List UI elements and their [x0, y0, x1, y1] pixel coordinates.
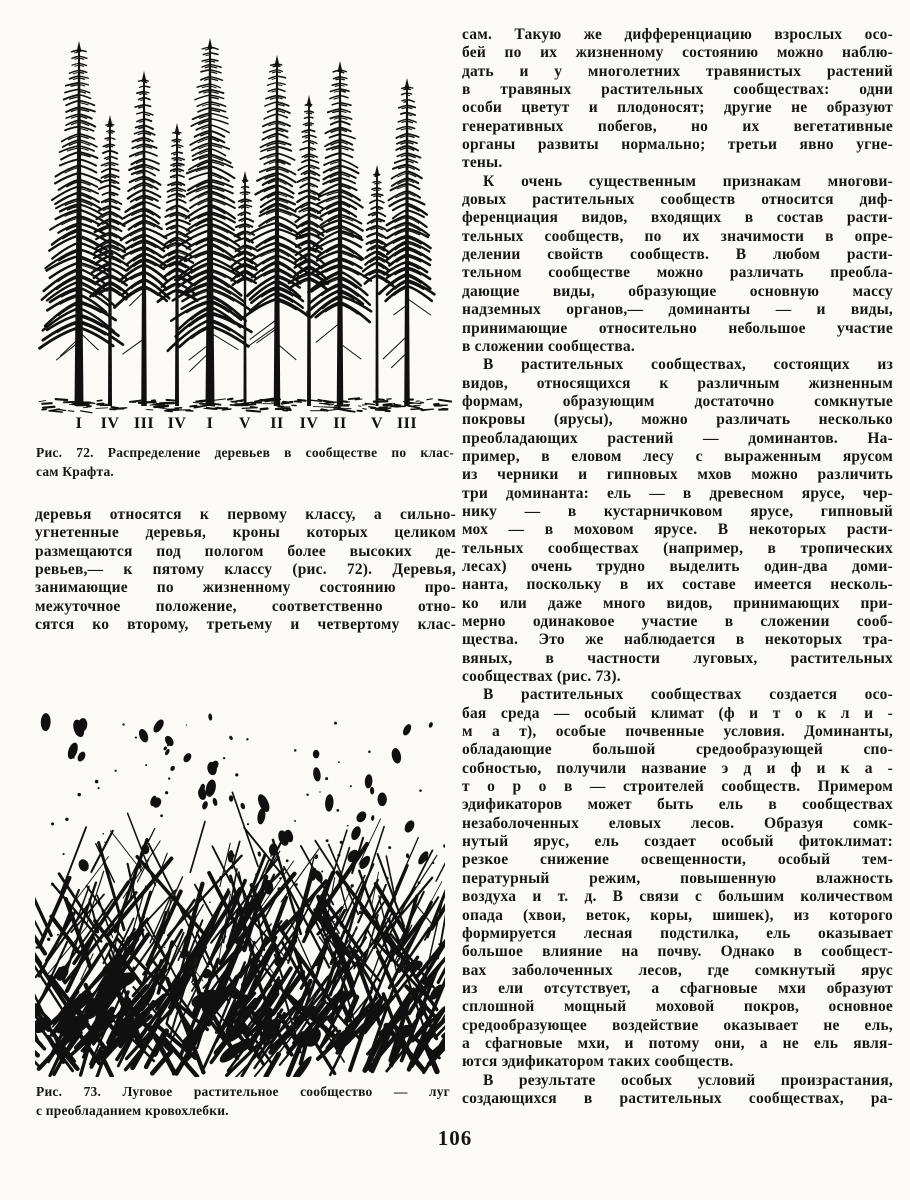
text-line: К очень существенным признакам многови- — [483, 172, 893, 190]
text-line: формам, образующим достаточно сомкнутые — [462, 392, 893, 410]
tree-drawing — [90, 115, 128, 406]
figure-73-meadow-photo — [35, 703, 445, 1077]
text-line: Рис. 72. Распределение деревьев в сообществе по клас- — [36, 445, 454, 460]
text-line: опада (хвои, веток, коры, шишек), из которого — [462, 906, 893, 924]
kraft-class-label: I — [75, 415, 83, 432]
text-line: из ели отсутствует, а сфагновые мхи образуют — [462, 979, 893, 997]
kraft-class-label: IV — [167, 415, 187, 432]
text-line: В результате особых условий произрастания, — [483, 1071, 893, 1089]
text-line: тельных сообществ, по их значимости в опре- — [462, 227, 893, 245]
text-line: нутый ярус, ель создает особый фитоклимат: — [462, 833, 893, 851]
text-line: размещаются под пологом более высоких де- — [35, 542, 456, 560]
text-line: межуточное положение, соответственно отно- — [35, 597, 456, 615]
kraft-class-label: II — [333, 415, 347, 432]
text-line: бая среда — особый климат (ф и т о к л и - — [462, 704, 893, 722]
text-line: эдификаторов может быть ель в сообществах — [462, 796, 893, 814]
tree-drawing — [115, 71, 170, 406]
text-line: пературный режим, повышенную влажность — [462, 869, 893, 887]
text-line: угнетенные деревья, кроны которых целиком — [35, 524, 456, 542]
text-line: В растительных сообществах, состоящих из — [483, 356, 893, 374]
text-line: тельных сообществах (например, в тропических — [462, 539, 893, 557]
text-line: щества. Это же наблюдается в некоторых тра- — [462, 631, 893, 649]
figure-72-tree-diagram — [32, 30, 452, 435]
text-line: тельном сообществе можно различать преобла- — [462, 264, 893, 282]
text-line: лесах) очень трудно выделить один-два доми- — [462, 557, 893, 575]
text-line: генеративных побегов, но их вегетативные — [462, 117, 893, 135]
text-line: деревья относятся к первому классу, а сильно- — [35, 506, 456, 523]
text-line: сообществах (рис. 73). — [462, 668, 621, 686]
text-line: вах заболоченных лесов, где сомкнутый ярус — [462, 961, 893, 979]
tree-drawing — [379, 78, 434, 406]
text-line: особи цветут и плодоносят; другие не образуют — [462, 99, 893, 117]
text-line: занимающие по жизненному состоянию про- — [35, 579, 456, 597]
text-line: Рис. 73. Луговое растительное сообщество — луг — [36, 1084, 450, 1099]
tree-drawing — [243, 55, 309, 406]
text-line: т о р о в — строителей сообществ. Примером — [462, 778, 893, 796]
kraft-class-label: I — [206, 415, 214, 432]
text-line: покровы (ярусы), можно различать несколько — [462, 411, 893, 429]
text-line: довых растительных сообществ относится диф- — [462, 191, 893, 209]
text-line: мерно одинаковое участие в сложении сооб- — [462, 613, 893, 630]
paragraph — [36, 1083, 450, 1120]
right-column-text — [462, 26, 893, 1108]
text-line: обладающие большой средообразующей спо- — [462, 741, 893, 759]
text-line: сплошной мощный моховой покров, основное — [462, 998, 893, 1016]
kraft-class-label: II — [270, 415, 284, 432]
kraft-class-label: V — [238, 415, 252, 432]
paragraph — [462, 173, 893, 356]
text-line: а сфагновые мхи, и потому они, а не ель явля- — [462, 1034, 893, 1052]
text-line: сам Крафта. — [36, 463, 114, 479]
page-number: 106 — [437, 1126, 473, 1150]
text-line: м а т), особые почвенные условия. Доминанты, — [462, 723, 893, 741]
text-line: в сложении сообщества. — [462, 337, 635, 355]
text-line: ревьев,— к пятому классу (рис. 72). Деревья, — [35, 561, 456, 579]
kraft-class-label: III — [133, 415, 155, 432]
text-line: преобладающих растений — доминантов. На- — [462, 429, 893, 447]
paragraph — [462, 1072, 893, 1109]
text-line: ко или даже много видов, принимающих при- — [462, 594, 893, 612]
text-line: видов, относящихся к различным жизненным — [462, 374, 893, 392]
text-line: незаболоченных еловых лесов. Образуя сомк- — [462, 814, 893, 832]
text-line: В растительных сообществах создается осо- — [483, 686, 893, 704]
text-line: три доминанта: ель — в древесном ярусе, чер- — [462, 484, 893, 502]
text-line: в травяных растительных сообществах: одни — [462, 81, 893, 99]
text-line: дать и у многолетних травянистых растений — [462, 62, 893, 80]
text-line: нанта, поскольку в их составе имеется несколь- — [462, 576, 893, 594]
text-line: вяных, в частности луговых, растительных — [462, 649, 893, 667]
text-line: резкое снижение освещенности, особый тем- — [462, 851, 893, 869]
tree-drawing — [168, 38, 252, 406]
text-line: органы развиты нормально; третьи явно угне- — [462, 136, 893, 154]
paragraph — [462, 686, 893, 1071]
text-line: воздуха и т. д. В связи с большим количеством — [462, 888, 893, 906]
kraft-class-label: V — [370, 415, 384, 432]
text-line: создающихся в растительных сообществах, ра- — [462, 1089, 893, 1107]
paragraph — [36, 444, 454, 481]
text-line: сятся ко второму, третьему и четвертому клас- — [35, 616, 456, 634]
text-line: надземных органов,— доминанты — и виды, — [462, 301, 893, 319]
kraft-class-label: IV — [100, 415, 120, 432]
tree-drawing — [232, 171, 258, 406]
paragraph — [35, 506, 456, 634]
text-line: сам. Такую же дифференциацию взрослых осо- — [462, 26, 893, 43]
text-line: собностью, получили название э д и ф и к а - — [462, 759, 893, 777]
text-line: ференциация видов, входящих в состав расти- — [462, 209, 893, 227]
text-line: из черники и гипновых мхов можно различить — [462, 466, 893, 484]
paragraph — [462, 356, 893, 686]
text-line: делении свойств сообществ. В любом расти- — [462, 246, 893, 264]
figure-73-caption — [36, 1083, 450, 1120]
text-line: средообразующее воздействие оказывает не ель, — [462, 1016, 893, 1034]
text-line: с преобладанием кровохлебки. — [36, 1102, 229, 1118]
text-line: пример, в еловом лесу с выраженным ярусом — [462, 447, 893, 465]
left-column-text — [35, 506, 456, 634]
text-line: принимающие относительно небольшое участие — [462, 319, 893, 337]
figure-72-caption — [36, 444, 454, 481]
text-line: нику — в кустарничковом ярусе, гипновый — [462, 502, 893, 520]
text-line: дающие виды, образующие основную массу — [462, 282, 893, 300]
text-line: тены. — [462, 154, 503, 172]
text-line: ются эдификатором таких сообществ. — [462, 1053, 734, 1071]
text-line: бей по их жизненному состоянию можно наблю- — [462, 44, 893, 62]
text-line: мох — в моховом ярусе. В некоторых расти- — [462, 521, 893, 539]
kraft-class-label: IV — [299, 415, 319, 432]
text-line: большое влияние на почву. Однако в сообщест- — [462, 943, 893, 961]
text-line: формируется лесная подстилка, ель оказывает — [462, 924, 893, 942]
kraft-class-label: III — [396, 415, 418, 432]
paragraph — [462, 26, 893, 173]
